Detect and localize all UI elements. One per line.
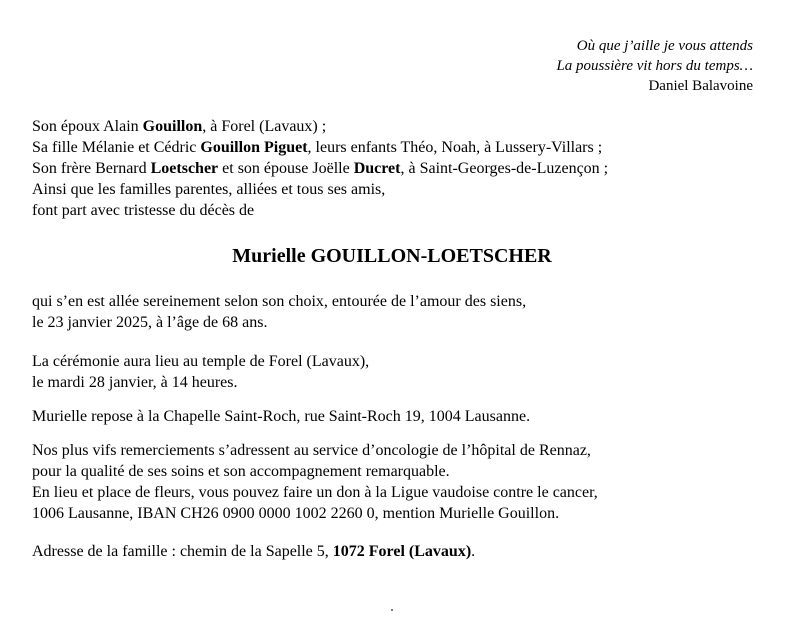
surname: Loetscher — [150, 160, 219, 177]
text: Son époux Alain — [32, 118, 143, 135]
rest-paragraph — [32, 406, 772, 427]
passing-line-2: le 23 janvier 2025, à l’âge de 68 ans. — [32, 314, 268, 331]
thanks-line-2: pour la qualité de ses soins et son accompagnement remarquable. — [32, 463, 450, 480]
epigraph-line-1: Où que j’aille je vous attends — [576, 38, 753, 54]
family-line-husband — [32, 116, 772, 137]
family-line-relatives: Ainsi que les familles parentes, alliées et tous ses amis, — [32, 181, 386, 198]
page-mark — [391, 609, 393, 611]
passing-line-1: qui s’en est allée sereinement selon son choix, entourée de l’amour des siens, — [32, 293, 527, 310]
ceremony-paragraph — [32, 351, 772, 393]
family-announcement — [32, 116, 772, 221]
text: et son épouse Joëlle — [218, 160, 354, 177]
epigraph — [556, 36, 753, 96]
epigraph-author: Daniel Balavoine — [648, 78, 753, 94]
passing-paragraph — [32, 291, 772, 333]
text: , à Saint-Georges-de-Luzençon ; — [400, 160, 609, 177]
epigraph-line-2: La poussière vit hors du temps… — [556, 58, 753, 74]
family-address — [32, 541, 772, 562]
ceremony-line-1: La cérémonie aura lieu au temple de Forel (Lavaux), — [32, 353, 370, 370]
surname: Gouillon Piguet — [200, 139, 308, 156]
text: Adresse de la famille : chemin de la Sapelle 5, — [32, 543, 333, 560]
address-locality: 1072 Forel (Lavaux) — [332, 543, 472, 560]
family-line-daughter — [32, 137, 772, 158]
text: , à Forel (Lavaux) ; — [202, 118, 327, 135]
thanks-line-3: En lieu et place de fleurs, vous pouvez faire un don à la Ligue vaudoise contre le cancer, — [32, 484, 598, 501]
deceased-name: Murielle GOUILLON-LOETSCHER — [232, 245, 552, 267]
family-line-brother — [32, 158, 772, 179]
text: Sa fille Mélanie et Cédric — [32, 139, 201, 156]
address-line — [32, 541, 772, 562]
text: Son frère Bernard — [32, 160, 151, 177]
ceremony-line-2: le mardi 28 janvier, à 14 heures. — [32, 374, 238, 391]
text: . — [471, 543, 476, 560]
surname: Ducret — [353, 160, 401, 177]
rest-line-1: Murielle repose à la Chapelle Saint-Roch, rue Saint-Roch 19, 1004 Lausanne. — [32, 408, 531, 425]
thanks-line-1: Nos plus vifs remerciements s’adressent au service d’oncologie de l’hôpital de Rennaz, — [32, 442, 591, 459]
family-line-announce: font part avec tristesse du décès de — [32, 202, 255, 219]
thanks-line-4: 1006 Lausanne, IBAN CH26 0900 0000 1002 2260 0, mention Murielle Gouillon. — [32, 505, 560, 522]
text: , leurs enfants Théo, Noah, à Lussery-Villars ; — [307, 139, 603, 156]
thanks-paragraph — [32, 440, 772, 524]
surname: Gouillon — [142, 118, 203, 135]
